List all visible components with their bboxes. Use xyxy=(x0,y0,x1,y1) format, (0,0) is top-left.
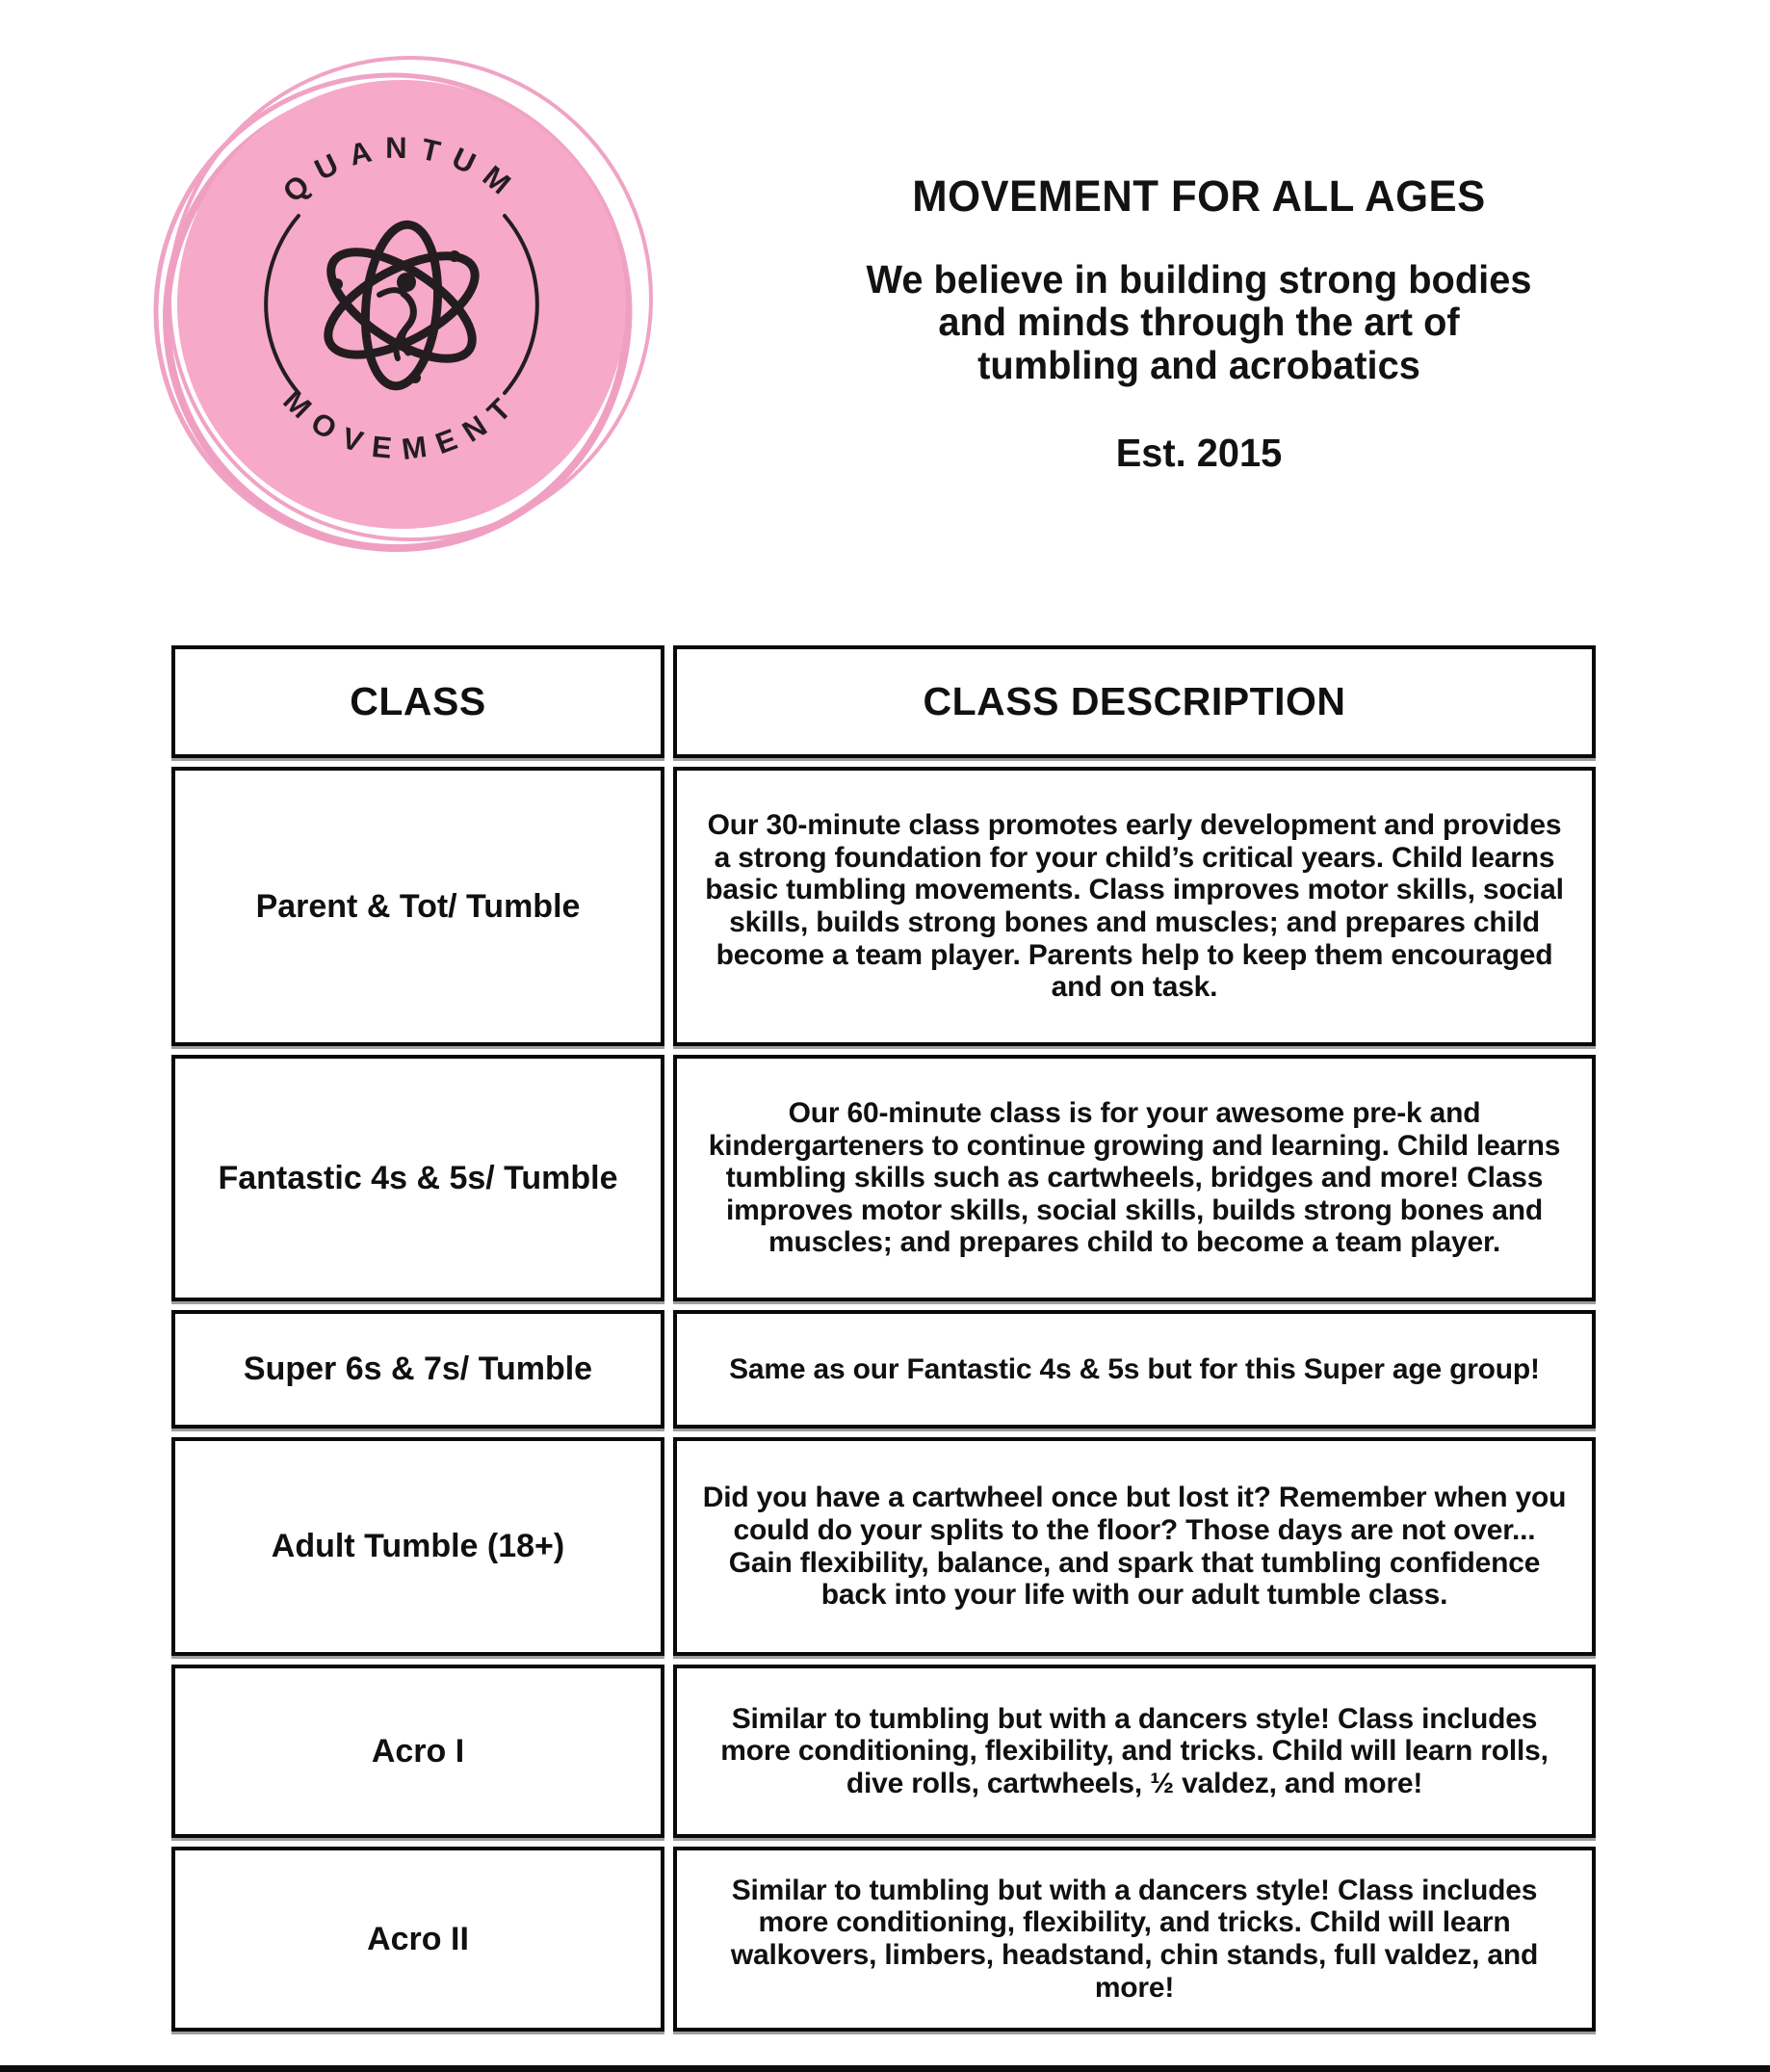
quantum-movement-logo xyxy=(144,50,664,561)
page-title: MOVEMENT FOR ALL AGES xyxy=(912,171,1486,221)
column-header-description: CLASS DESCRIPTION xyxy=(673,645,1596,758)
class-description-cell: Similar to tumbling but with a dancers style! Class includes more conditioning, flexibility, and tricks. Child will learn walkovers, limbers, headstand, chin stands, full valdez, and more! xyxy=(673,1847,1596,2032)
tagline-line-1: We believe in building strong bodies xyxy=(866,257,1532,302)
class-name-cell: Acro I xyxy=(171,1665,664,1838)
column-header-class: CLASS xyxy=(171,645,664,758)
table-row xyxy=(171,1847,1596,2032)
established-text: Est. 2015 xyxy=(1115,430,1283,475)
class-description-cell: Our 30-minute class promotes early development and provides a strong foundation for your child’s critical years. Child learns basic tumbling movements. Class improves motor skills, social skills, builds strong bones and muscles; and prepares child become a team player. Parents help to keep them encouraged and on task. xyxy=(673,767,1596,1046)
logo-word-movement-text: MOVEMENT xyxy=(276,382,527,467)
page-bottom-divider xyxy=(0,2065,1770,2072)
table-row xyxy=(171,1665,1596,1838)
tagline-line-3: tumbling and acrobatics xyxy=(977,342,1420,387)
class-name-cell: Adult Tumble (18+) xyxy=(171,1437,664,1656)
class-description-cell: Did you have a cartwheel once but lost it? Remember when you could do your splits to the floor? Those days are not over... Gain flexibility, balance, and spark that tumbling confidence back into your life with our adult tumble class. xyxy=(673,1437,1596,1656)
header-block xyxy=(779,171,1620,476)
tagline xyxy=(779,258,1620,386)
class-name-cell: Fantastic 4s & 5s/ Tumble xyxy=(171,1055,664,1301)
class-description-cell: Same as our Fantastic 4s & 5s but for this Super age group! xyxy=(673,1310,1596,1429)
class-name-cell: Super 6s & 7s/ Tumble xyxy=(171,1310,664,1429)
table-row xyxy=(171,767,1596,1046)
table-row xyxy=(171,1310,1596,1429)
tagline-line-2: and minds through the art of xyxy=(938,300,1460,345)
class-table xyxy=(171,645,1596,2040)
class-name-cell: Parent & Tot/ Tumble xyxy=(171,767,664,1046)
table-header-row xyxy=(171,645,1596,758)
class-name-cell: Acro II xyxy=(171,1847,664,2032)
table-row xyxy=(171,1437,1596,1656)
logo-word-quantum-text: QUANTUM xyxy=(276,130,527,209)
logo-svg xyxy=(144,50,664,561)
table-row xyxy=(171,1055,1596,1301)
class-description-cell: Similar to tumbling but with a dancers style! Class includes more conditioning, flexibility, and tricks. Child will learn rolls, dive rolls, cartwheels, ½ valdez, and more! xyxy=(673,1665,1596,1838)
class-description-cell: Our 60-minute class is for your awesome pre-k and kindergarteners to continue growing and learning. Child learns tumbling skills such as cartwheels, bridges and more! Class improves motor skills, social skills, builds strong bones and muscles; and prepares child to become a team player. xyxy=(673,1055,1596,1301)
